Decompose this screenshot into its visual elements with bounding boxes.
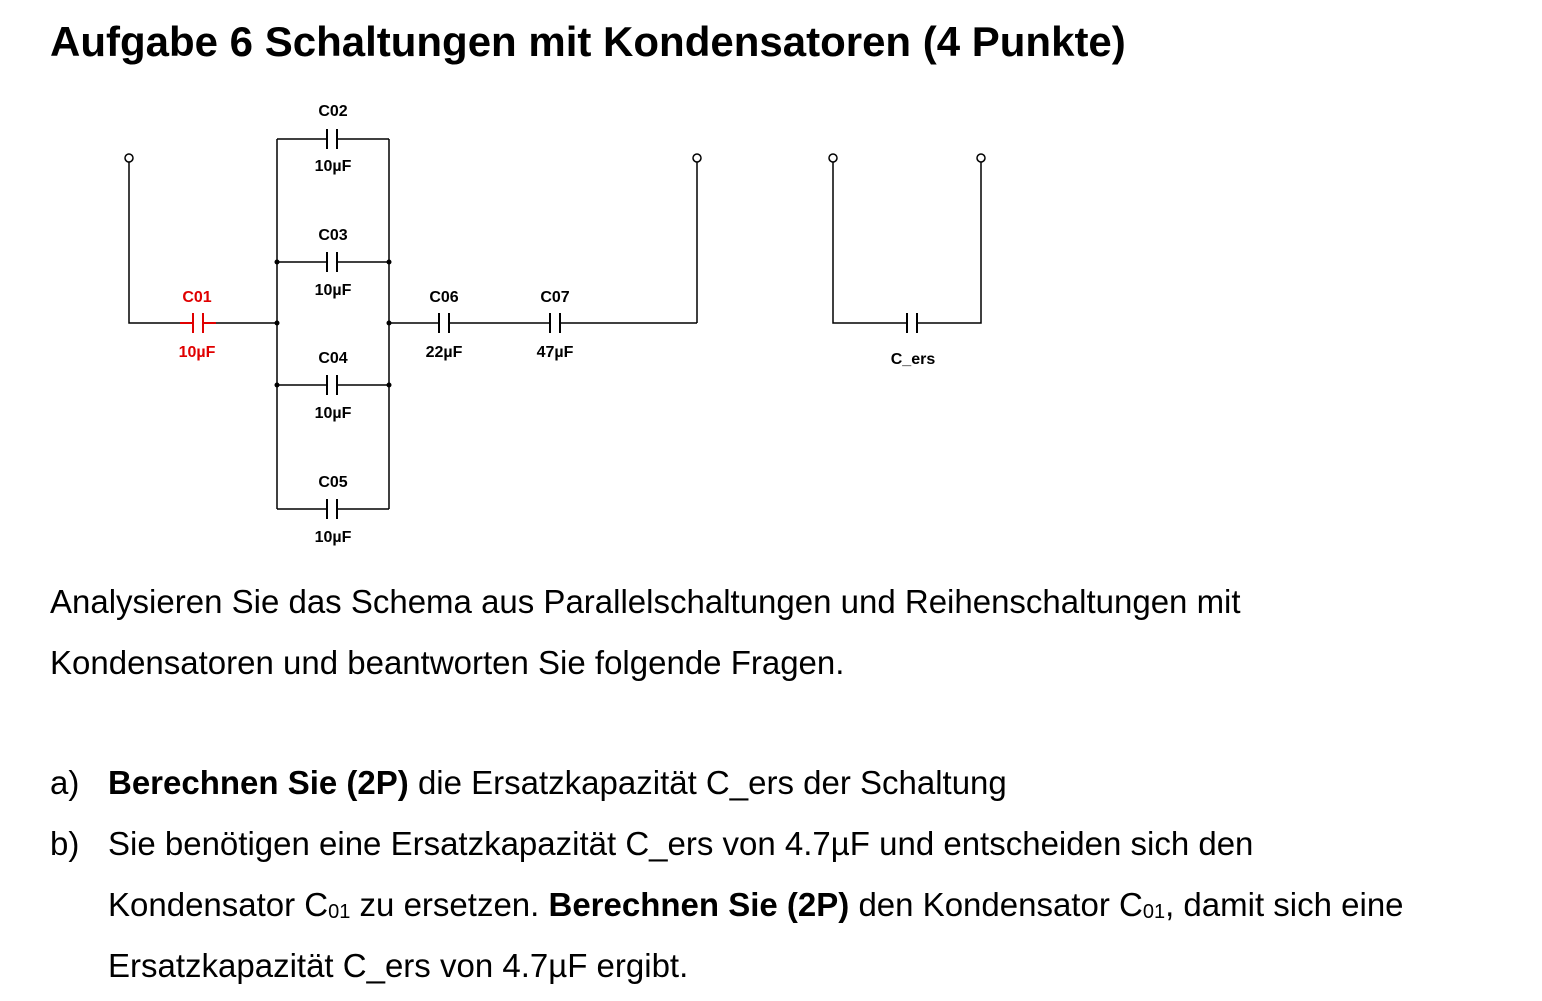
question-b-text-2: zu ersetzen. bbox=[350, 886, 549, 923]
c01-name-label: C01 bbox=[182, 289, 212, 306]
page-title: Aufgabe 6 Schaltungen mit Kondensatoren (4 Punkte) bbox=[50, 18, 1126, 65]
question-b-line-1: Sie benötigen eine Ersatzkapazität C_ers von 4.7µF und entscheiden sich den bbox=[108, 825, 1254, 862]
capacitor-c04 bbox=[327, 375, 337, 395]
c02-name-label: C02 bbox=[318, 103, 348, 120]
question-b-text-1: Kondensator C bbox=[108, 886, 329, 923]
question-b-sub-1: 01 bbox=[328, 901, 351, 923]
c02-value-label: 10µF bbox=[314, 158, 352, 175]
c07-value-label: 47µF bbox=[536, 344, 574, 361]
cers-name-label: C_ers bbox=[890, 351, 936, 368]
capacitor-cers bbox=[907, 313, 917, 333]
capacitor-c06 bbox=[439, 313, 449, 333]
c06-value-label: 22µF bbox=[425, 344, 463, 361]
question-a bbox=[108, 764, 1007, 802]
capacitor-c07 bbox=[550, 313, 560, 333]
question-b-sub-2: 01 bbox=[1142, 901, 1166, 923]
capacitor-c05 bbox=[327, 499, 337, 519]
c05-name-label: C05 bbox=[318, 474, 348, 491]
intro-line-1: Analysieren Sie das Schema aus Parallelschaltungen und Reihenschaltungen mit bbox=[50, 583, 1241, 620]
c03-value-label: 10µF bbox=[314, 282, 352, 299]
question-b-bold: Berechnen Sie (2P) bbox=[548, 886, 850, 923]
capacitor-c02 bbox=[327, 129, 337, 149]
terminal-cers-left bbox=[829, 154, 837, 162]
question-b-label: b) bbox=[50, 825, 80, 862]
question-a-label: a) bbox=[50, 764, 80, 801]
c07-name-label: C07 bbox=[540, 289, 570, 306]
c04-value-label: 10µF bbox=[314, 405, 352, 422]
junction-dots bbox=[275, 260, 392, 388]
terminal-cers-right bbox=[977, 154, 985, 162]
c04-name-label: C04 bbox=[318, 350, 348, 367]
c03-name-label: C03 bbox=[318, 227, 348, 244]
capacitor-c01 bbox=[180, 313, 216, 333]
c01-value-label: 10µF bbox=[178, 344, 216, 361]
question-b-line-3: Ersatzkapazität C_ers von 4.7µF ergibt. bbox=[108, 947, 689, 984]
c06-name-label: C06 bbox=[429, 289, 459, 306]
capacitor-c03 bbox=[327, 252, 337, 272]
intro-line-2: Kondensatoren und beantworten Sie folgende Fragen. bbox=[50, 644, 845, 681]
c05-value-label: 10µF bbox=[314, 529, 352, 546]
question-b-line-2 bbox=[108, 886, 1404, 924]
question-b-text-3: den Kondensator C bbox=[849, 886, 1143, 923]
question-a-bold: Berechnen Sie (2P) bbox=[108, 764, 409, 801]
question-b-text-4: , damit sich eine bbox=[1165, 886, 1404, 923]
question-a-text: die Ersatzkapazität C_ers der Schaltung bbox=[408, 764, 1007, 801]
terminal-left-input bbox=[125, 154, 133, 162]
terminal-right-input bbox=[693, 154, 701, 162]
